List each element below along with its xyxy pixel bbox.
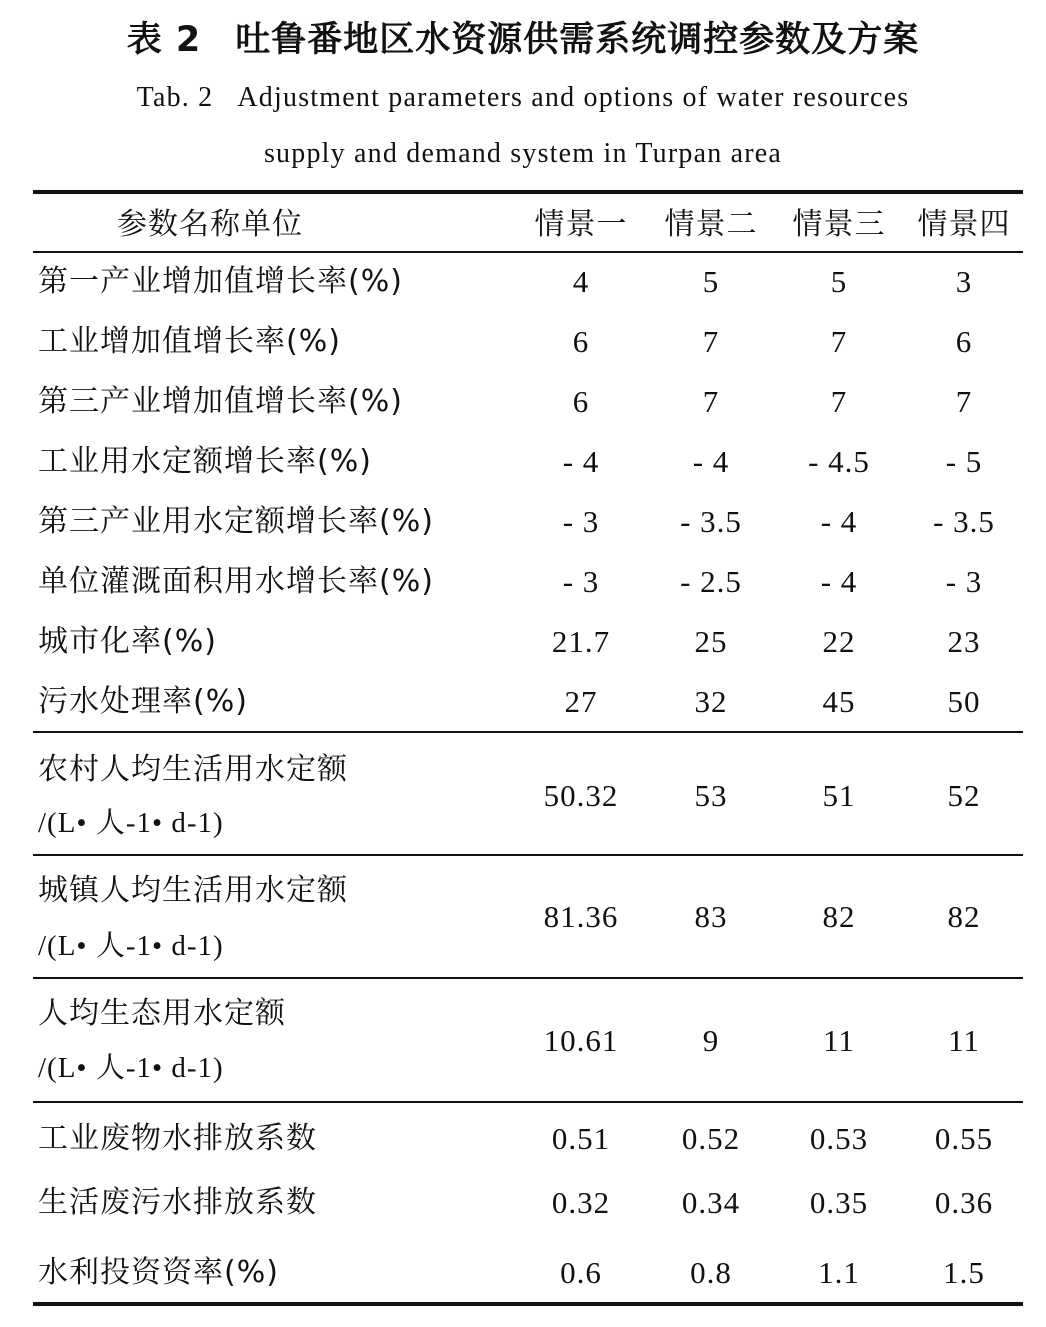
row-label: 污水处理率(%) xyxy=(38,684,248,719)
section-rule-3 xyxy=(33,977,1023,979)
cell-value: 7 xyxy=(702,324,720,359)
cell-value: - 4 xyxy=(692,444,730,479)
row-label: 第三产业用水定额增长率(%) xyxy=(38,504,434,539)
row-label: 生活废污水排放系数 xyxy=(38,1185,317,1220)
cell-value: - 2.5 xyxy=(680,564,742,599)
cell-value: - 5 xyxy=(945,444,983,479)
row-label: 工业增加值增长率(%) xyxy=(38,324,341,359)
cell-value: 81.36 xyxy=(543,899,619,934)
cell-value: - 3 xyxy=(562,564,600,599)
cell-value: 51 xyxy=(822,778,856,813)
cell-value: - 4 xyxy=(820,564,858,599)
cell-value: 82 xyxy=(947,899,981,934)
cell-value: 0.51 xyxy=(551,1121,611,1156)
cell-value: 53 xyxy=(694,778,728,813)
header-rule xyxy=(33,251,1023,253)
cell-value: - 3 xyxy=(945,564,983,599)
cell-value: - 3 xyxy=(562,504,600,539)
cell-value: 7 xyxy=(830,324,848,359)
cell-value: 32 xyxy=(694,684,728,719)
cell-value: 0.32 xyxy=(551,1185,611,1220)
header-scenario-1: 情景一 xyxy=(534,207,628,242)
cell-value: 25 xyxy=(694,624,728,659)
cell-value: - 4 xyxy=(562,444,600,479)
row-label: 城市化率(%) xyxy=(38,624,217,659)
table-top-rule xyxy=(33,190,1023,194)
table-caption-en-line1: Adjustment parameters and options of water resources xyxy=(237,82,910,113)
row-label: 农村人均生活用水定额 xyxy=(38,752,348,787)
cell-value: 6 xyxy=(955,324,973,359)
row-label: 第一产业增加值增长率(%) xyxy=(38,264,403,299)
table-caption-cn: 吐鲁番地区水资源供需系统调控参数及方案 xyxy=(235,20,920,60)
cell-value: 1.1 xyxy=(818,1255,860,1290)
table-title-en-line2: supply and demand system in Turpan area xyxy=(263,138,783,169)
row-label: 第三产业增加值增长率(%) xyxy=(38,384,403,419)
header-param: 参数名称单位 xyxy=(117,207,303,242)
cell-value: - 4 xyxy=(820,504,858,539)
cell-value: 0.55 xyxy=(934,1121,994,1156)
cell-value: 45 xyxy=(822,684,856,719)
section-rule-4 xyxy=(33,1101,1023,1103)
cell-value: 21.7 xyxy=(551,624,611,659)
header-scenario-4: 情景四 xyxy=(917,207,1011,242)
cell-value: 9 xyxy=(702,1023,720,1058)
cell-value: 0.35 xyxy=(809,1185,869,1220)
row-unit: /(L• 人-1• d-1) xyxy=(38,930,224,962)
cell-value: 27 xyxy=(564,684,598,719)
row-label: 人均生态用水定额 xyxy=(38,996,286,1031)
cell-value: 0.34 xyxy=(681,1185,741,1220)
row-label: 水利投资资率(%) xyxy=(38,1255,279,1290)
row-unit: /(L• 人-1• d-1) xyxy=(38,1052,224,1084)
cell-value: 11 xyxy=(948,1023,980,1058)
cell-value: 23 xyxy=(947,624,981,659)
table-label-en: Tab. 2 xyxy=(136,82,214,113)
cell-value: 22 xyxy=(822,624,856,659)
cell-value: 52 xyxy=(947,778,981,813)
table-bottom-rule xyxy=(33,1302,1023,1306)
row-label: 单位灌溉面积用水增长率(%) xyxy=(38,564,434,599)
row-label: 工业废物水排放系数 xyxy=(38,1121,317,1156)
section-rule-1 xyxy=(33,731,1023,733)
table-title-en-line1 xyxy=(0,78,1046,118)
cell-value: 82 xyxy=(822,899,856,934)
cell-value: 7 xyxy=(955,384,973,419)
cell-value: 50.32 xyxy=(543,778,619,813)
cell-value: 0.8 xyxy=(690,1255,732,1290)
row-label: 城镇人均生活用水定额 xyxy=(38,873,348,908)
cell-value: - 4.5 xyxy=(808,444,870,479)
row-label: 工业用水定额增长率(%) xyxy=(38,444,372,479)
cell-value: 1.5 xyxy=(943,1255,985,1290)
cell-value: 11 xyxy=(823,1023,855,1058)
cell-value: 50 xyxy=(947,684,981,719)
cell-value: 5 xyxy=(830,264,848,299)
cell-value: 83 xyxy=(694,899,728,934)
header-scenario-2: 情景二 xyxy=(664,207,758,242)
row-unit: /(L• 人-1• d-1) xyxy=(38,807,224,839)
section-rule-2 xyxy=(33,854,1023,856)
table-label-cn: 表 2 xyxy=(126,20,202,60)
cell-value: 6 xyxy=(572,384,590,419)
cell-value: 0.36 xyxy=(934,1185,994,1220)
table-title-cn xyxy=(0,12,1046,68)
cell-value: - 3.5 xyxy=(680,504,742,539)
cell-value: 0.6 xyxy=(560,1255,602,1290)
cell-value: 4 xyxy=(572,264,590,299)
cell-value: 3 xyxy=(955,264,973,299)
cell-value: 0.53 xyxy=(809,1121,869,1156)
cell-value: 6 xyxy=(572,324,590,359)
cell-value: 0.52 xyxy=(681,1121,741,1156)
cell-value: 10.61 xyxy=(543,1023,619,1058)
cell-value: 7 xyxy=(830,384,848,419)
cell-value: - 3.5 xyxy=(933,504,995,539)
cell-value: 5 xyxy=(702,264,720,299)
header-scenario-3: 情景三 xyxy=(792,207,886,242)
cell-value: 7 xyxy=(702,384,720,419)
